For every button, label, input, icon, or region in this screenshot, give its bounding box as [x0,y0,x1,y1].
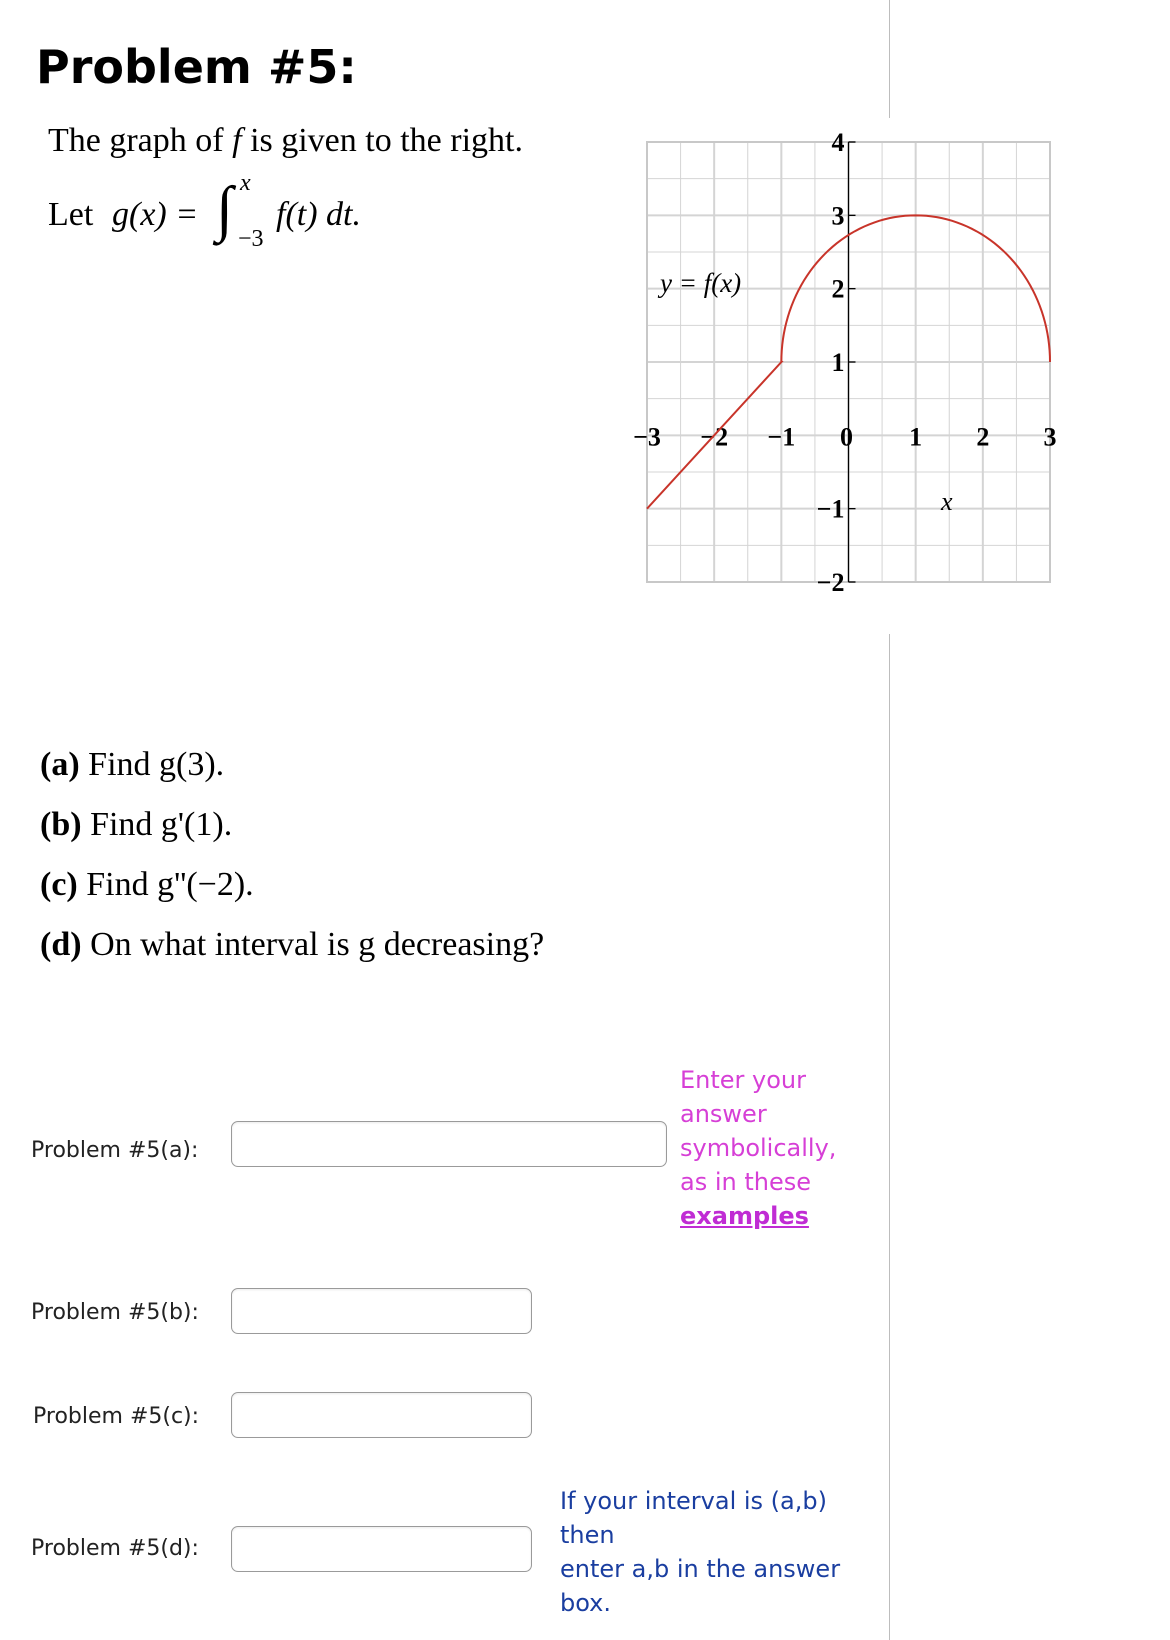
x-tick-label: −2 [700,422,729,452]
hint-d-line3: enter a,b in the answer [560,1555,841,1583]
x-tick-label: 3 [1043,422,1057,452]
part-c [40,866,254,904]
hint-a-line3: symbolically, [680,1134,837,1162]
answer-b-label: Problem #5(b): [31,1300,199,1325]
y-tick-label: 3 [831,201,845,231]
hint-interval [560,1484,840,1620]
graph-axes [849,142,856,582]
x-tick-label: 0 [840,422,853,452]
part-d-text: On what interval is g decreasing? [90,926,545,963]
x-tick-label: −1 [767,422,796,452]
answer-a-input[interactable] [231,1121,667,1167]
integral-upper: x [240,170,251,196]
statement-text: The graph of [48,122,224,159]
hint-symbolic [680,1063,836,1233]
part-b-label: (b) [40,806,82,843]
integral-sign: ∫ [216,175,233,243]
part-b [40,806,232,844]
hint-a-line2: answer [680,1100,767,1128]
hint-d-line4: box. [560,1589,612,1617]
part-b-text: Find g'(1). [90,806,233,843]
graph [630,130,1120,620]
problem-title: Problem #5: [36,40,357,94]
examples-link[interactable]: examples [680,1202,809,1230]
answer-c-input[interactable] [231,1392,532,1438]
hint-a-line1: Enter your [680,1066,807,1094]
x-axis-label: x [941,487,953,516]
column-divider-bottom [889,634,890,1640]
part-c-label: (c) [40,866,78,903]
part-a-label: (a) [40,746,80,783]
y-tick-label: −2 [816,568,845,597]
integrand: f(t) dt. [276,196,361,233]
part-a-text: Find g(3). [88,746,225,783]
answer-a-label: Problem #5(a): [31,1138,199,1163]
graph-ticks [633,130,1056,597]
answer-d-input[interactable] [231,1526,532,1572]
y-tick-label: −1 [816,494,845,524]
x-tick-label: −3 [633,422,661,452]
y-tick-label: 4 [831,130,845,157]
part-d-label: (d) [40,926,82,963]
statement-f: f [232,122,242,159]
x-tick-label: 1 [909,422,923,452]
column-divider-top [889,0,890,118]
g-def-lhs: g(x) = [112,196,199,233]
y-tick-label: 1 [831,348,845,377]
part-c-text: Find g''(−2). [86,866,254,903]
y-tick-label: 2 [831,274,845,304]
g-definition [48,170,468,268]
answer-d-label: Problem #5(d): [31,1536,199,1561]
part-a [40,746,224,784]
answer-b-input[interactable] [231,1288,532,1334]
integral-lower: −3 [238,226,264,252]
hint-d-line1: If your interval is (a,b) [560,1487,827,1515]
statement-tail: is given to the right. [250,122,523,159]
answer-c-label: Problem #5(c): [33,1404,200,1429]
x-tick-label: 2 [976,422,990,452]
hint-d-line2: then [560,1521,615,1549]
let-text: Let [48,196,94,233]
hint-a-line4: as in these [680,1168,812,1196]
problem-statement [48,122,523,160]
curve-label: y = f(x) [660,268,742,298]
part-d [40,926,544,964]
